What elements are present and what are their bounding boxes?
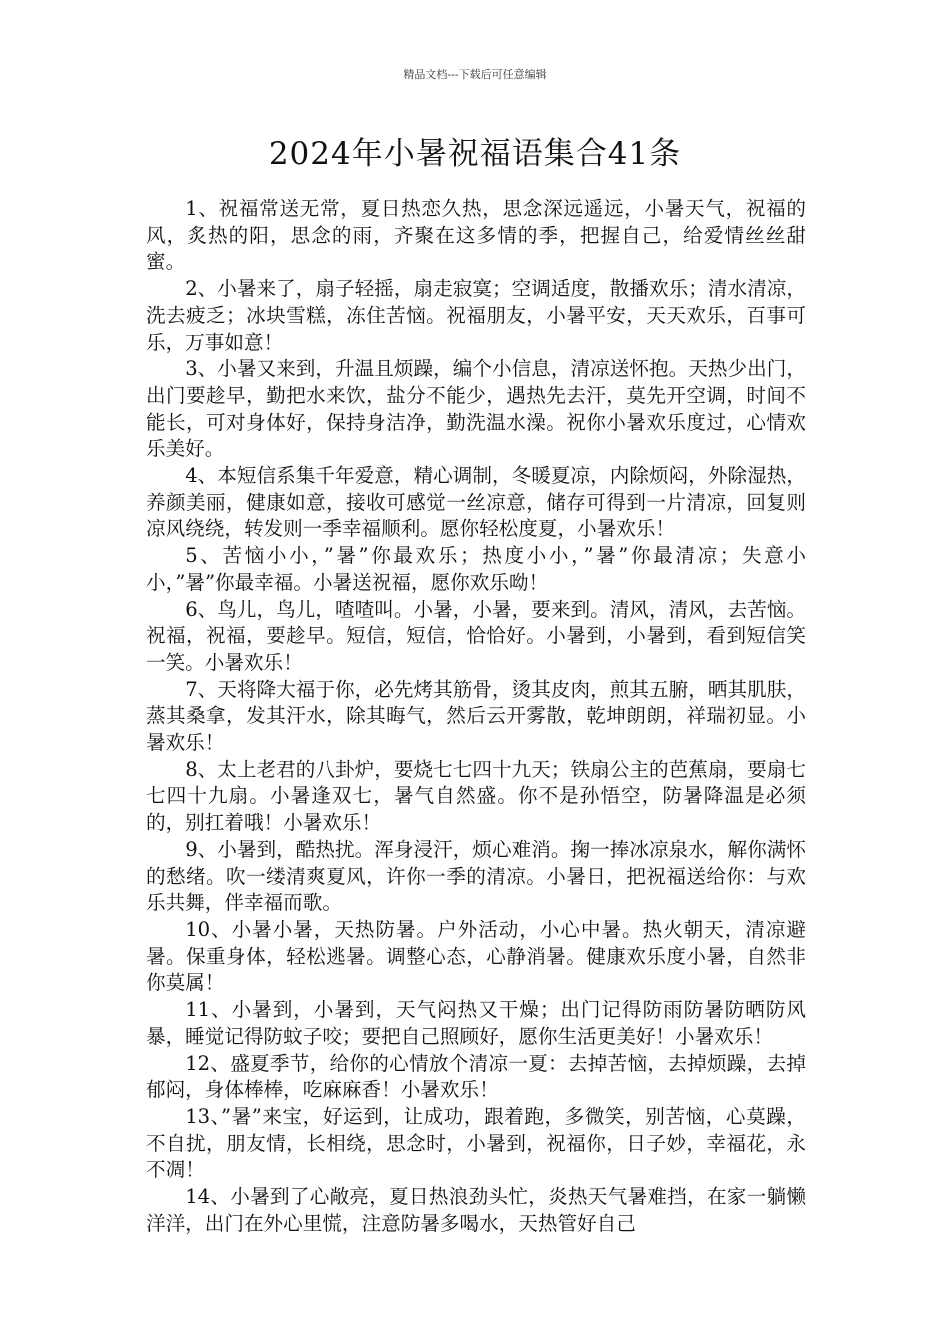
- paragraph: 9、小暑到，酷热扰。浑身浸汗，烦心难消。掬一捧冰凉泉水，解你满怀的愁绪。吹一缕清爽夏风，许你一季的清凉。小暑日，把祝福送给你：与欢乐共舞，伴幸福而歌。: [146, 837, 806, 915]
- paragraph: 6、鸟儿，鸟儿，喳喳叫。小暑，小暑，要来到。清风，清风，去苦恼。祝福，祝福，要趁早。短信，短信，恰恰好。小暑到，小暑到，看到短信笑一笑。小暑欢乐！: [146, 597, 806, 674]
- document-body: [146, 196, 806, 1237]
- paragraph: 12、盛夏季节，给你的心情放个清凉一夏：去掉苦恼，去掉烦躁，去掉郁闷，身体棒棒，吃麻麻香！小暑欢乐！: [146, 1051, 806, 1102]
- paragraph: 5、苦恼小小，”暑”你最欢乐；热度小小，”暑”你最清凉；失意小小，”暑”你最幸福。小暑送祝福，愿你欢乐呦！: [146, 544, 806, 594]
- paragraph: 3、小暑又来到，升温且烦躁，编个小信息，清凉送怀抱。天热少出门，出门要趁早，勤把水来饮，盐分不能少，遇热先去汗，莫先开空调，时间不能长，可对身体好，保持身洁净，勤洗温水澡。祝你小暑欢乐度过，心情欢乐美好。: [146, 357, 806, 461]
- paragraph: 8、太上老君的八卦炉，要烧七七四十九天；铁扇公主的芭蕉扇，要扇七七四十九扇。小暑逢双七，暑气自然盛。你不是孙悟空，防暑降温是必须的，别扛着哦！小暑欢乐！: [146, 757, 806, 835]
- paragraph: 1、祝福常送无常，夏日热恋久热，思念深远遥远，小暑天气，祝福的风，炙热的阳，思念的雨，齐聚在这多情的季，把握自己，给爱情丝丝甜蜜。: [146, 197, 806, 274]
- document-title: 2024年小暑祝福语集合41条: [268, 136, 682, 172]
- paragraph: 11、小暑到，小暑到，天气闷热又干燥；出门记得防雨防暑防晒防风暴，睡觉记得防蚊子咬；要把自己照顾好，愿你生活更美好！小暑欢乐！: [146, 998, 806, 1048]
- paragraph: 2、小暑来了，扇子轻摇，扇走寂寞；空调适度，散播欢乐；清水清凉，洗去疲乏；冰块雪糕，冻住苦恼。祝福朋友，小暑平安，天天欢乐，百事可乐，万事如意！: [146, 277, 806, 354]
- paragraph: 7、天将降大福于你，必先烤其筋骨，烫其皮肉，煎其五腑，晒其肌肤，蒸其桑拿，发其汗水，除其晦气，然后云开雾散，乾坤朗朗，祥瑞初显。小暑欢乐！: [146, 677, 806, 755]
- header-note: 精品文档---下载后可任意编辑: [403, 68, 547, 81]
- paragraph: 10、小暑小暑，天热防暑。户外活动，小心中暑。热火朝天，清凉避暑。保重身体，轻松逃暑。调整心态，心静消暑。健康欢乐度小暑，自然非你莫属！: [146, 917, 806, 995]
- paragraph: 14、小暑到了心敞亮，夏日热浪劲头忙，炎热天气暑难挡，在家一躺懒洋洋，出门在外心里慌，注意防暑多喝水，天热管好自己: [146, 1185, 806, 1235]
- paragraph: 13、”暑”来宝，好运到，让成功，跟着跑，多微笑，别苦恼，心莫躁，不自扰，朋友情，长相绕，思念时，小暑到，祝福你，日子妙，幸福花，永不凋！: [146, 1104, 806, 1182]
- paragraph: 4、本短信系集千年爱意，精心调制，冬暖夏凉，内除烦闷，外除湿热，养颜美丽，健康如意，接收可感觉一丝凉意，储存可得到一片清凉，回复则凉风绕绕，转发则一季幸福顺利。愿你轻松度夏，小暑欢乐！: [146, 464, 806, 541]
